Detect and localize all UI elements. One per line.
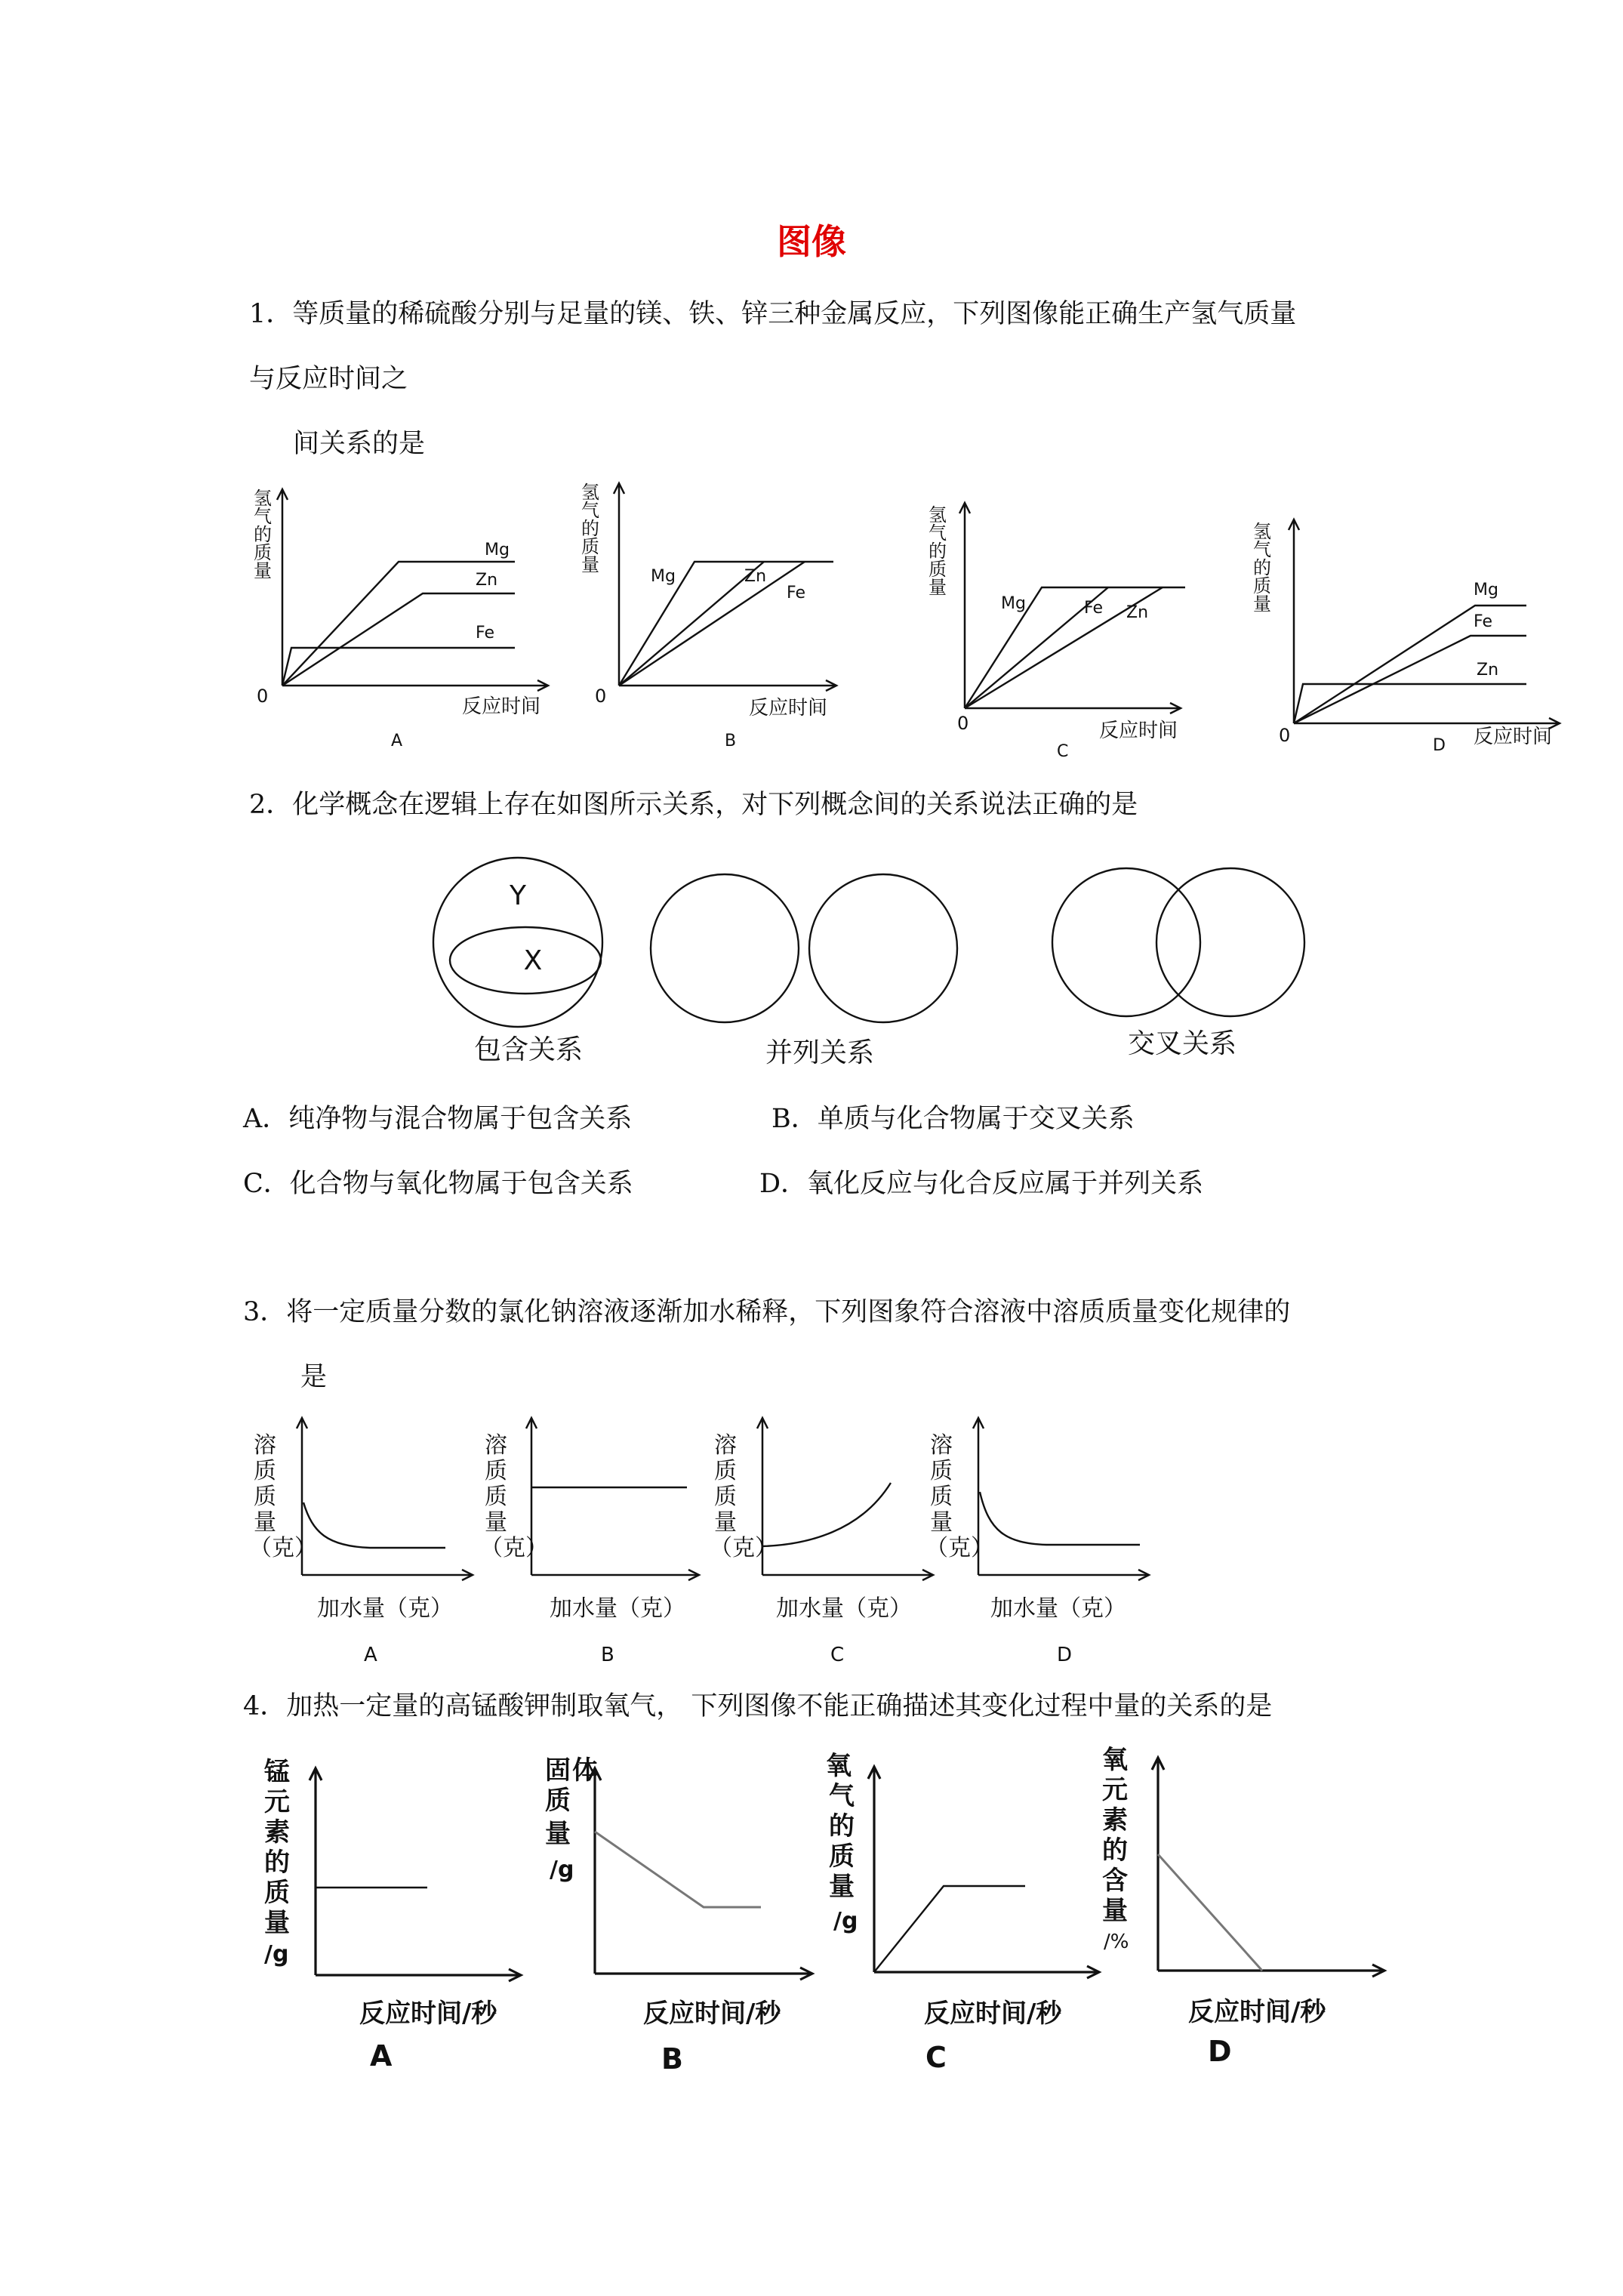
x-axis-label: 反应时间/秒 <box>1188 1997 1326 2027</box>
label-fe: Fe <box>1084 599 1103 618</box>
curve <box>303 1502 445 1548</box>
origin-label: 0 <box>595 686 607 707</box>
label-mg: Mg <box>651 567 676 586</box>
label-zn: Zn <box>1477 661 1499 680</box>
q3-graph-d <box>925 1410 1167 1667</box>
oxygen-line <box>874 1886 1025 1972</box>
q1-text-line3: 间关系的是 <box>293 429 426 459</box>
oxygen-content-line <box>1158 1854 1262 1971</box>
y-label-char: 的 <box>254 524 272 545</box>
label-x: X <box>523 945 543 976</box>
x-axis-label: 反应时间 <box>1099 720 1178 742</box>
x-axis-label: 加水量（克） <box>776 1595 912 1622</box>
solid-mass-line <box>595 1832 761 1907</box>
q2-option-d: D．氧化反应与化合反应属于并列关系 <box>759 1169 1204 1199</box>
y-label-char: 的 <box>264 1848 290 1878</box>
curve <box>762 1483 891 1546</box>
y-label-char: 气 <box>929 522 947 544</box>
label-mg: Mg <box>1001 594 1026 613</box>
label-fe: Fe <box>787 584 805 603</box>
q1-graph-c <box>929 498 1246 778</box>
y-label-char: 的 <box>581 518 599 539</box>
q1-text-line1: 1．等质量的稀硫酸分别与足量的镁、铁、锌三种金属反应，下列图像能正确生产氢气质量 <box>249 299 1297 329</box>
caption-parallel: 并列关系 <box>765 1037 875 1068</box>
option-letter-c: C <box>830 1644 845 1666</box>
q3-graph-a <box>249 1410 491 1667</box>
label-fe: Fe <box>476 624 494 643</box>
q2-diagram <box>423 853 1404 1072</box>
y-label-char: 量 <box>545 1819 571 1849</box>
y-label-char: 气 <box>254 506 272 527</box>
y-label-char: 元 <box>264 1787 290 1817</box>
y-label-char: 质 <box>581 536 599 557</box>
x-axis-label: 反应时间/秒 <box>924 1999 1062 2029</box>
option-letter-b: B <box>725 732 737 750</box>
y-label-char: 氢 <box>929 504 947 525</box>
label-fe: Fe <box>1474 612 1492 631</box>
y-label-char: 的 <box>1253 557 1271 578</box>
y-label-char: 元 <box>1102 1775 1128 1805</box>
q2-text-line1: 2．化学概念在逻辑上存在如图所示关系，对下列概念间的关系说法正确的是 <box>249 790 1138 820</box>
y-label-char: （克） <box>480 1535 548 1561</box>
line-fe <box>1294 636 1526 723</box>
x-axis-label: 反应时间 <box>462 695 541 718</box>
y-label-char: 体 <box>572 1755 598 1786</box>
q4-graph-d <box>1090 1740 1392 2068</box>
y-label-char: 量 <box>929 577 947 598</box>
option-letter-c: C <box>1057 742 1069 761</box>
origin-label: 0 <box>957 713 969 734</box>
y-label-char: 氧 <box>1102 1745 1128 1775</box>
y-label-char: 氢 <box>581 482 599 503</box>
x-axis-label: 反应时间 <box>1474 726 1553 748</box>
y-label-char: 质 <box>1253 575 1271 596</box>
label-zn: Zn <box>1126 603 1149 622</box>
y-label-char: 质 <box>254 542 272 563</box>
option-letter-a: A <box>391 732 403 750</box>
q2-option-c: C．化合物与氧化物属于包含关系 <box>243 1169 633 1199</box>
x-axis-label: 反应时间/秒 <box>643 1999 781 2029</box>
y-label-char: 量 <box>930 1509 953 1536</box>
line-fe <box>282 648 515 686</box>
y-label-char: /% <box>1104 1931 1129 1953</box>
origin-label: 0 <box>1279 725 1291 746</box>
label-y: Y <box>510 880 526 911</box>
parallel-circle-left <box>651 874 799 1022</box>
y-label-char: 量 <box>254 560 272 581</box>
y-label-char: 质 <box>829 1841 855 1872</box>
line-fe <box>619 562 805 686</box>
option-letter-d: D <box>1057 1644 1073 1666</box>
y-label-char: 质 <box>929 559 947 580</box>
x-axis-label: 加水量（克） <box>317 1595 453 1622</box>
y-label-char: 质 <box>485 1484 507 1510</box>
q1-graph-b <box>581 483 898 763</box>
y-label-char: 溶 <box>930 1432 953 1459</box>
option-letter-b: B <box>601 1644 614 1666</box>
x-axis-label: 反应时间 <box>749 697 828 720</box>
y-label-char: 气 <box>1253 539 1271 560</box>
y-label-char: 质 <box>254 1458 276 1484</box>
line-zn <box>619 562 767 686</box>
curve <box>980 1492 1140 1545</box>
y-label-char: 质 <box>714 1484 737 1510</box>
caption-containment: 包含关系 <box>473 1034 584 1065</box>
x-axis-label: 反应时间/秒 <box>359 1999 497 2029</box>
y-label-char: 气 <box>581 500 599 521</box>
q3-text-line1: 3．将一定质量分数的氯化钠溶液逐渐加水稀释，下列图象符合溶液中溶质质量变化规律的 <box>243 1297 1291 1327</box>
y-label-char: 质 <box>930 1484 953 1510</box>
y-label-char: 氢 <box>1253 521 1271 542</box>
y-label-char: 溶 <box>714 1432 737 1459</box>
option-letter-c: C <box>925 2041 947 2074</box>
label-zn: Zn <box>476 571 498 590</box>
intersect-circle-right <box>1156 868 1304 1016</box>
origin-label: 0 <box>257 686 269 707</box>
y-label-char: 氧 <box>826 1751 852 1781</box>
option-letter-a: A <box>370 2039 393 2073</box>
q4-text-line1: 4．加热一定量的高锰酸钾制取氧气， 下列图像不能正确描述其变化过程中量的关系的是 <box>243 1691 1273 1721</box>
y-label-char: 含 <box>1102 1866 1128 1896</box>
y-label-char: 质 <box>714 1458 737 1484</box>
y-label-char: 量 <box>829 1872 855 1902</box>
y-label-char: 锰 <box>264 1757 290 1787</box>
y-label-char: 量 <box>1102 1896 1128 1926</box>
y-label-char: 固 <box>545 1755 571 1786</box>
caption-intersection: 交叉关系 <box>1127 1028 1237 1059</box>
label-zn: Zn <box>744 567 767 586</box>
q1-graph-d <box>1253 513 1578 793</box>
y-label-char: 的 <box>1102 1835 1128 1866</box>
y-label-char: 质 <box>254 1484 276 1510</box>
q4-graph-b <box>542 1749 836 2076</box>
q4-graph-c <box>823 1744 1117 2074</box>
q2-option-b: B．单质与化合物属于交叉关系 <box>771 1104 1135 1134</box>
y-label-char: /g <box>550 1857 574 1883</box>
line-mg <box>965 587 1185 708</box>
q1-text-line2: 与反应时间之 <box>249 364 408 394</box>
y-label-char: 的 <box>929 541 947 562</box>
q4-graph-a <box>257 1752 544 2073</box>
y-label-char: 量 <box>581 554 599 575</box>
y-label-char: 素 <box>264 1817 290 1848</box>
x-axis-label: 加水量（克） <box>550 1595 685 1622</box>
y-label-char: 量 <box>1253 593 1271 615</box>
label-mg: Mg <box>485 541 510 559</box>
q3-text-line2: 是 <box>300 1362 328 1392</box>
y-label-char: /g <box>833 1908 858 1934</box>
line-zn <box>1294 684 1526 723</box>
q3-graph-b <box>480 1410 722 1667</box>
y-label-char: （克） <box>710 1535 778 1561</box>
label-mg: Mg <box>1474 581 1498 599</box>
q1-graph-a <box>249 483 566 763</box>
page-title: 图像 <box>777 221 846 262</box>
x-axis-label: 加水量（克） <box>990 1595 1126 1622</box>
option-letter-d: D <box>1433 736 1446 755</box>
y-label-char: 素 <box>1102 1805 1128 1835</box>
option-letter-b: B <box>661 2042 683 2076</box>
y-label-char: 溶 <box>254 1432 276 1459</box>
parallel-circle-right <box>809 874 957 1022</box>
y-label-char: 质 <box>930 1458 953 1484</box>
y-label-char: 量 <box>485 1509 507 1536</box>
y-label-char: 质 <box>264 1878 290 1908</box>
y-label-char: （克） <box>249 1535 317 1561</box>
y-label-char: /g <box>264 1941 289 1968</box>
y-label-char: 质 <box>485 1458 507 1484</box>
option-letter-d: D <box>1208 2035 1232 2068</box>
q3-graph-c <box>710 1410 951 1667</box>
y-label-char: 溶 <box>485 1432 507 1459</box>
y-label-char: 量 <box>264 1908 290 1938</box>
y-label-char: （克） <box>925 1535 993 1561</box>
q2-option-a: A．纯净物与混合物属于包含关系 <box>243 1104 633 1134</box>
option-letter-a: A <box>364 1644 377 1666</box>
y-label-char: 量 <box>714 1509 737 1536</box>
y-label-char: 氢 <box>254 488 272 509</box>
y-label-char: 质 <box>545 1786 571 1816</box>
y-label-char: 量 <box>254 1509 276 1536</box>
y-label-char: 的 <box>829 1811 855 1841</box>
y-label-char: 气 <box>829 1781 855 1811</box>
